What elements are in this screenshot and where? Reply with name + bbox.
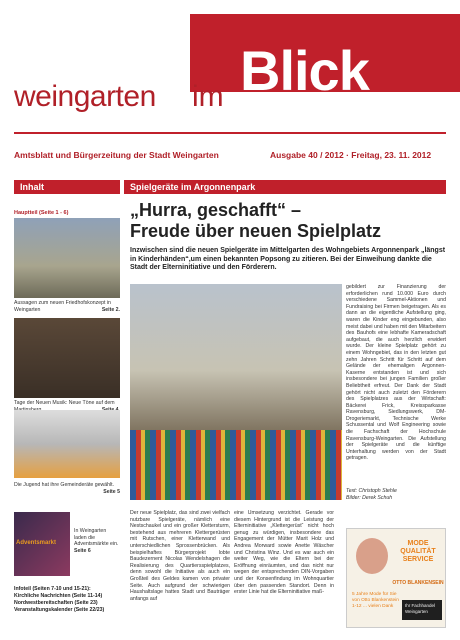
article-column-b: eine Umsetzung verzichtet. Gerade vor diesem Hintergrund ist die Leistung der Elterninitiative „Klettergerüst“ nicht hoch genug zu würdigen, insbesondere das Engagement der Mütter Marit Holz und Andrea Morward sowie Anette Wäscher und Christina Winz. Und es war auch ein weiter Weg, wie die Eltern bei der Eröffnung einräumten, und das nicht nur wegen der entsprechenden DIN-Vorgaben und der Konsenfindung im Wohnquartier über den passenden Standort. Denn in erster Linie hat die Elterninitiative maß- [234, 510, 334, 596]
brand-blick: Blick [240, 39, 369, 102]
ad-logo: Ihr Fachhandel Weingarten [402, 600, 442, 620]
article-lead: Inzwischen sind die neuen Spielgeräte im Mittelgarten des Wohngebiets Argonnenpark „längst in Kinderhänden“,um einen bekannten Popsong zu zitieren. Bei der Einweihung dankte die Stadt der Elterninitiative und den Förderern. [130, 247, 446, 271]
children-group [130, 430, 342, 500]
toc-item: Veranstaltungskalender (Seite 22/23) [14, 607, 105, 613]
sidebar-caption-4: In Weingarten laden die Adventsmärkte ein. Seite 6 [74, 528, 119, 554]
section-bar: Spielgeräte im Argonnenpark [124, 180, 446, 194]
credit-text: Text: Christoph Stehle [346, 488, 397, 494]
article-column-right: gebildert zur Finanzierung der erforderlichen rund 10.000 Euro durch verschiedene Sammel-Aktionen und Fundraising bei Firmen beigetragen. Als es dann an die eigentliche Aufstellung ging, waren die Kinder eng eingebunden, also meist dabei und haben mit den Mitarbeitern des Bauhofs eine lebhafte Kameradschaft aufgebaut, die auch herzlich erwidert wurde. Der kleine Spielplatz gehört zu einem Wohngebiet, das in den letzten gut zehn Jahren Schritt für Schritt auf dem Gelände der ehemaligen Argonnen-Kaserne entstanden ist und sich insbesondere bei jungen Familien großer Beliebtheit erfreut. Der Dank der Stadt gehört nicht auch zuletzt den Förderern des Spielplatzes aus der Wirtschaft: Bäckerei Frick, Kreissparkasse Ravensburg, Siedlungswerk, DM-Drogeriemarkt, Technische Werke Schussental und Wolf Engineering sowie die Fachschaft der Hochschule Ravensburg-Weingarten. Die Aufstellung der Spielgeräte und die künftige Unterhaltung werden von der Stadt getragen. [346, 284, 446, 462]
credit-photo: Bilder: Derek Schuh [346, 494, 393, 501]
brand-im: im [192, 80, 224, 113]
toc-item: Kirchliche Nachrichten (Seite 11-14) [14, 593, 103, 599]
ad-portrait [356, 538, 388, 574]
advent-market-image-text: Adventsmarkt [16, 540, 57, 546]
ad-brand: OTTO BLANKENSEIN [392, 580, 444, 586]
article-column-a: Der neue Spielplatz, das sind zwei vielfach nutzbare Spielgeräte, nämlich eine Nestschaukel und ein großer Klettersturm, bestehend aus mehreren Klettergerüsten mit Rutschen, einer Kletterwand und unterschiedlichen Sprossenbrücken. Als beispielhaftes Bürgerprojekt lobte Baudezernent Nicolas Wendelshagen die Realisierung des Quartiersspielplatzes, denn sowohl die Initiative als auch ein Großteil des Geldes kamen von privater Seite. Auch aufgrund der schwierigen Haushaltslage hattes Stadt und Bauträger anfangs auf [130, 510, 230, 602]
masthead-subtitle: Amtsblatt und Bürgerzeitung der Stadt Weingarten [14, 150, 219, 160]
ad-title: MODE QUALITÄT SERVICE [400, 540, 436, 563]
article-credits [346, 488, 446, 501]
cemetery-photo [14, 218, 120, 298]
toc-item: Nordwestbereitschaften (Seite 23) [14, 600, 98, 606]
sidebar-caption-2: Tage der Neuen Musik: Neue Töne auf dem [14, 400, 115, 406]
sidebar-heading: Inhalt [14, 180, 120, 194]
ad-text: 5 Jahre Mode für Sie von Otto Blankenstein 1-12 ... vielen Dank [352, 592, 399, 609]
masthead-rule [14, 132, 446, 134]
youth-council-photo [14, 410, 120, 478]
sidebar-caption-1: Aussagen zum neuen Friedhofskonzept in Weingarten Seite 2. [14, 300, 120, 313]
sidebar-part-label: Hauptteil (Seite 1 - 6) [14, 210, 69, 216]
sidebar-caption-3: Die Jugend hat ihre Gemeinderäte gewählt. Seite 5 [14, 482, 120, 495]
concert-photo [14, 318, 120, 398]
table-of-contents [14, 586, 134, 614]
issue-date: Ausgabe 40 / 2012 · Freitag, 23. 11. 2012 [270, 150, 432, 160]
headline-line-1: „Hurra, geschafft“ – [130, 200, 302, 220]
headline-line-2: Freude über neuen Spielplatz [130, 221, 382, 241]
toc-item: Infoteil (Seiten 7-10 und 15-21): [14, 586, 91, 592]
brand-weingarten: weingarten [14, 80, 156, 113]
